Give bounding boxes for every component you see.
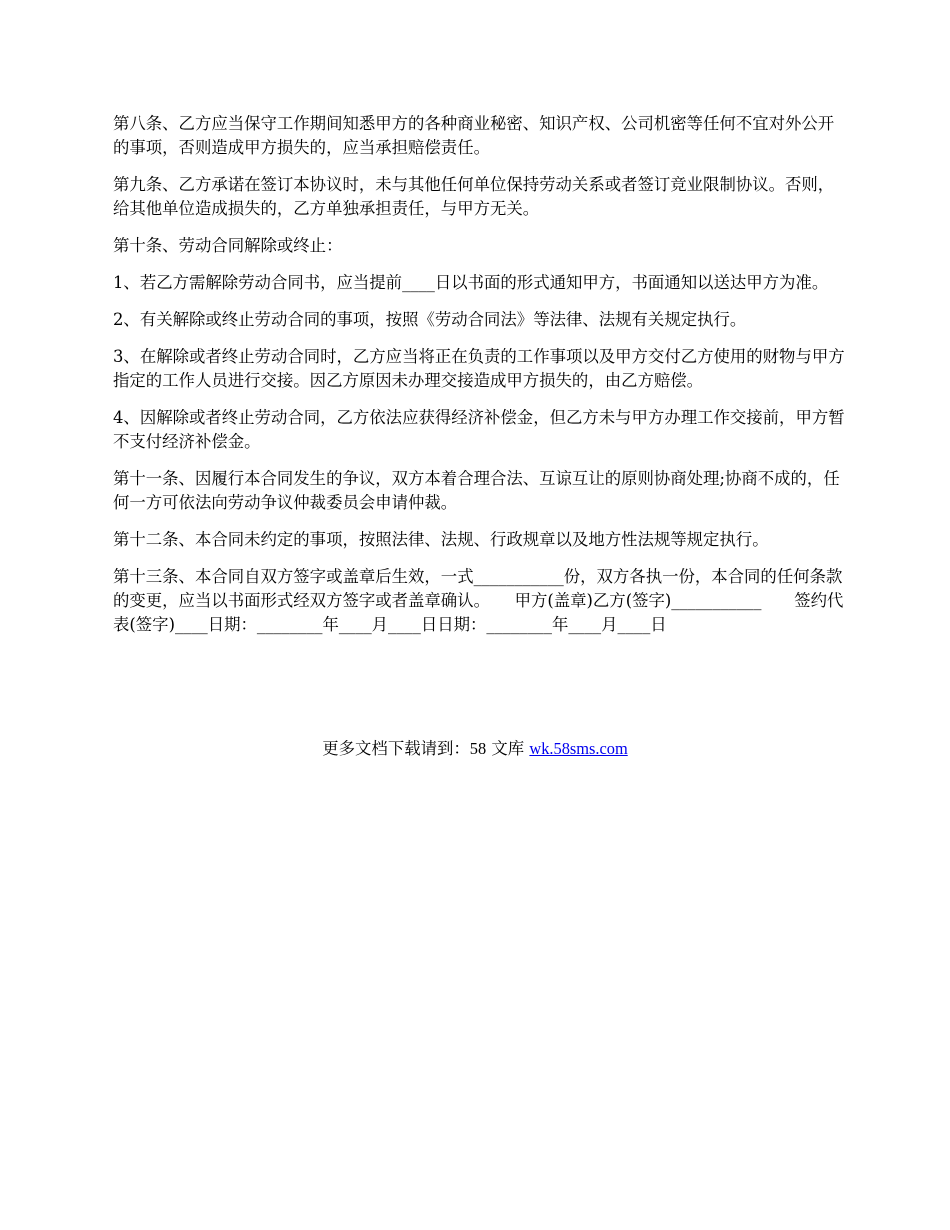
footer-prefix: 更多文档下载请到： — [322, 739, 470, 758]
clause-11-paragraph: 第十一条、因履行本合同发生的争议，双方本着合理合法、互谅互让的原则协商处理;协商不成的，任何一方可依法向劳动争议仲裁委员会申请仲裁。 — [113, 469, 840, 512]
clause-10-item-4: 4、因解除或者终止劳动合同，乙方依法应获得经济补偿金，但乙方未与甲方办理工作交接前，甲方暂不支付经济补偿金。 — [113, 408, 845, 451]
clause-10-heading: 第十条、劳动合同解除或终止： — [113, 236, 343, 255]
footer-number: 58 — [469, 739, 487, 758]
footer-suffix: 文库 — [486, 739, 530, 758]
clause-12-paragraph: 第十二条、本合同未约定的事项，按照法律、法规、行政规章以及地方性法规等规定执行。 — [113, 530, 769, 549]
clause-13-signature-paragraph: 第十三条、本合同自双方签字或盖章后生效，一式___________份，双方各执一份，本合同的任何条款的变更，应当以书面形式经双方签字或者盖章确认。 甲方(盖章)乙方(签字)___________ 签约代表(签字)____日期：________年____月____日日期：________年____月____日 — [113, 567, 844, 634]
document-body — [113, 112, 848, 650]
clause-10-item-1: 1、若乙方需解除劳动合同书，应当提前____日以书面的形式通知甲方，书面通知以送达甲方为准。 — [113, 273, 829, 292]
clause-9-paragraph: 第九条、乙方承诺在签订本协议时，未与其他任何单位保持劳动关系或者签订竞业限制协议。否则，给其他单位造成损失的，乙方单独承担责任，与甲方无关。 — [113, 175, 835, 218]
download-footer — [0, 737, 950, 761]
footer-link[interactable]: wk.58sms.com — [529, 739, 628, 758]
clause-10-item-3: 3、在解除或者终止劳动合同时，乙方应当将正在负责的工作事项以及甲方交付乙方使用的财物与甲方指定的工作人员进行交接。因乙方原因未办理交接造成甲方损失的，由乙方赔偿。 — [113, 347, 845, 390]
clause-10-item-2: 2、有关解除或终止劳动合同的事项，按照《劳动合同法》等法律、法规有关规定执行。 — [113, 310, 747, 329]
clause-8-paragraph: 第八条、乙方应当保守工作期间知悉甲方的各种商业秘密、知识产权、公司机密等任何不宜对外公开的事项，否则造成甲方损失的，应当承担赔偿责任。 — [113, 114, 835, 157]
